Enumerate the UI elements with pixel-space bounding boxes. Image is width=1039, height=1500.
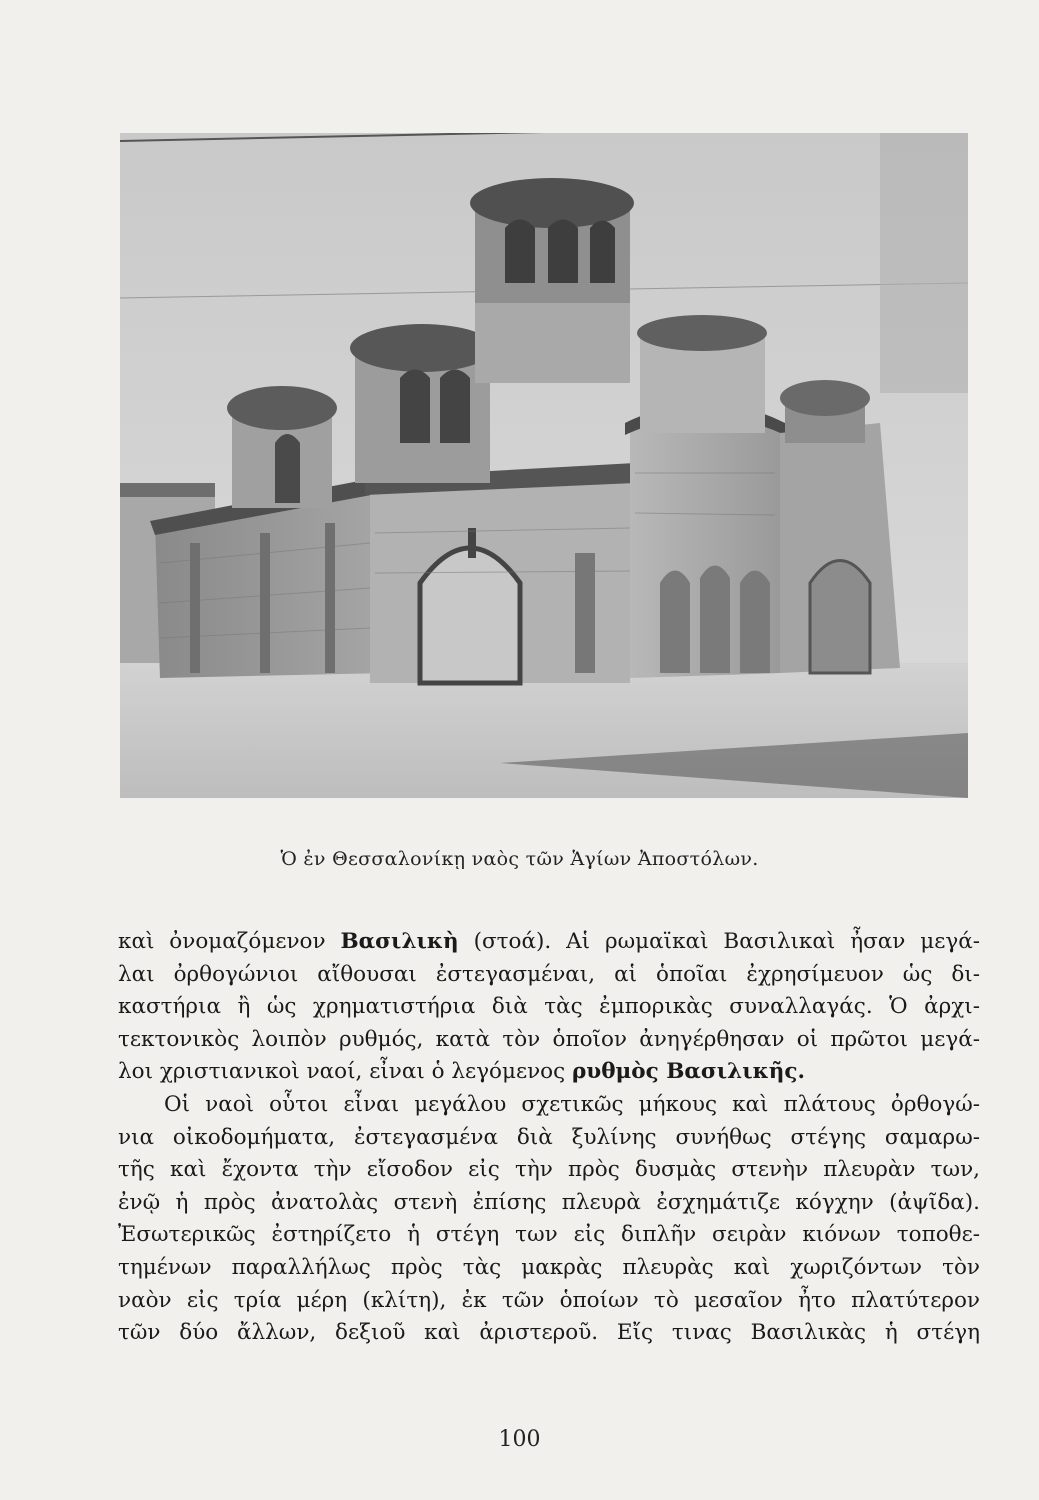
paragraph-2-line: τῆς καὶ ἔχοντα τὴν εἴσοδον εἰς τὴν πρὸς δυσμὰς στενὴν πλευρὰν των, [118, 1157, 980, 1183]
photo-caption: Ὁ ἐν Θεσσαλονίκῃ ναὸς τῶν Ἁγίων Ἀποστόλων. [280, 848, 759, 870]
paragraph-1-line: τεκτονικὸς λοιπὸν ρυθμός, κατὰ τὸν ὁποῖον ἀνηγέρθησαν οἱ πρῶτοι μεγά- [118, 1026, 980, 1052]
paragraph-1-line: καὶ ὀνομαζόμενον Βασιλικὴ (στοά). Αἱ ρωμαϊκαὶ Βασιλικαὶ ἦσαν μεγά- [118, 929, 980, 954]
paragraph-1-line: καστήρια ἢ ὡς χρηματιστήρια διὰ τὰς ἐμπορικὰς συναλλαγάς. Ὁ ἀρχι- [118, 994, 980, 1020]
paragraph-2-line: ναὸν εἰς τρία μέρη (κλίτη), ἐκ τῶν ὁποίων τὸ μεσαῖον ἦτο πλατύτερον [118, 1287, 980, 1313]
paragraph-2-line: τῶν δύο ἄλλων, δεξιοῦ καὶ ἀριστεροῦ. Εἴς τινας Βασιλικὰς ἡ στέγη [118, 1320, 980, 1346]
paragraph-1-line: λοι χριστιανικοὶ ναοί, εἶναι ὁ λεγόμενος ρυθμὸς Βασιλικῆς. [118, 1059, 805, 1085]
page-number: 100 [498, 1427, 541, 1452]
body-text [118, 926, 980, 1350]
paragraph-2-line: τημένων παραλλήλως πρὸς τὰς μακρὰς πλευρὰς καὶ χωριζόντων τὸν [118, 1254, 980, 1280]
paragraph-2-line: νια οἰκοδομήματα, ἐστεγασμένα διὰ ξυλίνης συνήθως στέγης σαμαρω- [118, 1124, 980, 1150]
paragraph-1-line: λαι ὀρθογώνιοι αἴθουσαι ἐστεγασμέναι, αἱ ὁποῖαι ἐχρησίμευον ὡς δι- [118, 961, 980, 987]
paragraph-2-line: Οἱ ναοὶ οὗτοι εἶναι μεγάλου σχετικῶς μήκους καὶ πλάτους ὀρθογώ- [164, 1091, 980, 1117]
paragraph-2-line: Ἐσωτερικῶς ἐστηρίζετο ἡ στέγη των εἰς διπλῆν σειρὰν κιόνων τοποθε- [118, 1222, 980, 1248]
paragraph-2-line: ἐνῷ ἡ πρὸς ἀνατολὰς στενὴ ἐπίσης πλευρὰ ἐσχημάτιζε κόγχην (ἀψῖδα). [118, 1189, 980, 1215]
term-basiliki: Βασιλικὴ [340, 929, 459, 954]
church-photograph [120, 133, 968, 798]
term-rythmos-basilikis: ρυθμὸς Βασιλικῆς. [572, 1059, 805, 1085]
